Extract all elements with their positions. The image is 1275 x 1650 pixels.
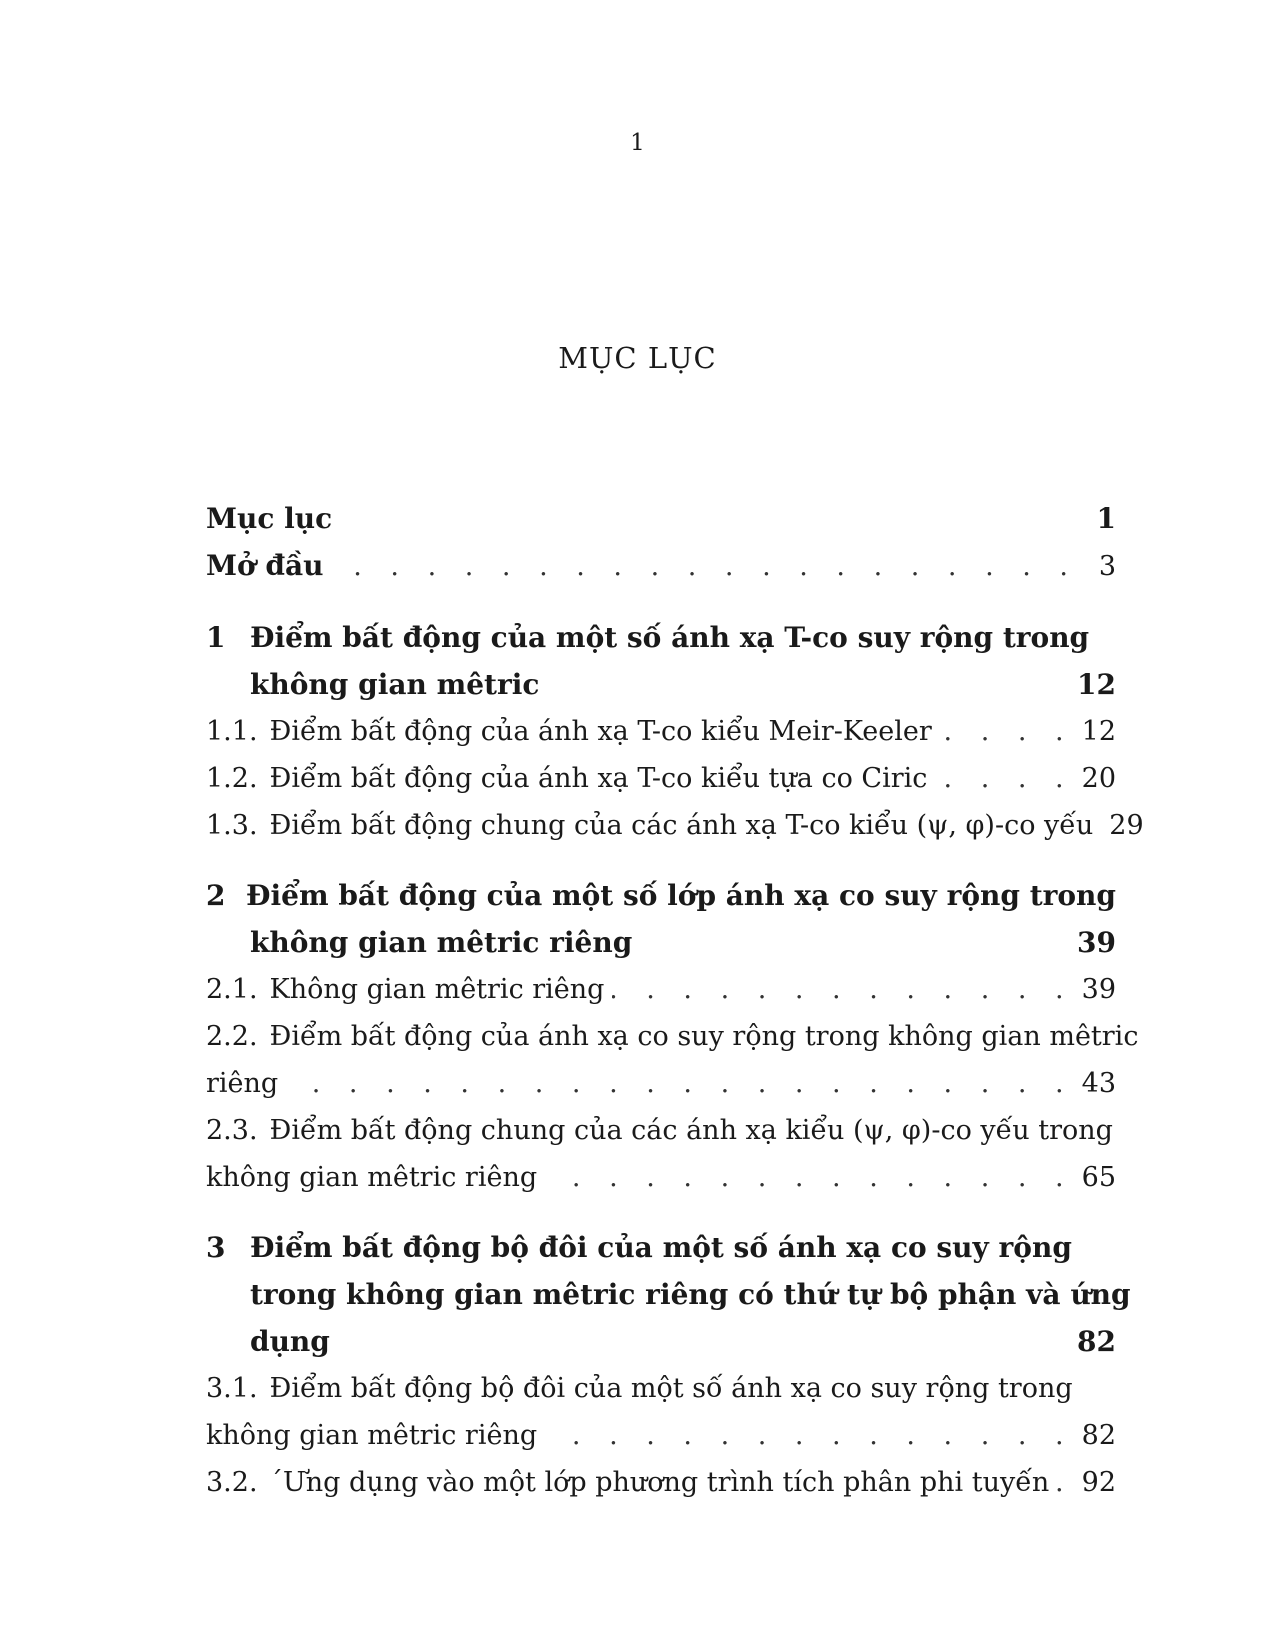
section-number: 3.1. xyxy=(206,1373,258,1404)
dot-leader xyxy=(1057,1459,1073,1506)
toc-entry-page: 39 xyxy=(1081,974,1116,1005)
section-title: ´Ưng dụng vào một lớp phương trình tích phân phi tuyến xyxy=(269,1467,1050,1498)
section-number: 1.3. xyxy=(206,810,258,841)
table-of-contents xyxy=(206,495,1144,1506)
section-number: 3.2. xyxy=(206,1467,258,1498)
toc-entry-page: 12 xyxy=(1081,716,1116,747)
section-title: Điểm bất động của ánh xạ T-co kiểu Meir-Keeler xyxy=(269,716,932,747)
toc-entry-page: 82 xyxy=(1081,1420,1116,1451)
page-title: MỤC LỤC xyxy=(558,341,717,375)
toc-entry-label: Mục lục xyxy=(206,502,333,535)
section-number: 1.1. xyxy=(206,716,258,747)
section-title: Điểm bất động của ánh xạ T-co kiểu tựa co Ciric xyxy=(269,763,928,794)
toc-section-1-1[interactable] xyxy=(206,708,1116,755)
section-title-line: Điểm bất động bộ đôi của một số ánh xạ co suy rộng trong xyxy=(269,1373,1073,1404)
toc-entry-label: Mở đầu xyxy=(206,549,324,582)
section-number: 1.2. xyxy=(206,763,258,794)
dot-leader xyxy=(286,1060,1073,1107)
toc-chapter-3-cont[interactable] xyxy=(206,1271,1131,1318)
page-number: 1 xyxy=(630,130,645,156)
toc-chapter-2[interactable] xyxy=(206,872,1116,919)
toc-entry-page: 29 xyxy=(1109,810,1144,841)
toc-entry-page: 82 xyxy=(1077,1325,1116,1358)
section-title-line: riêng xyxy=(206,1068,279,1099)
dot-leader xyxy=(940,708,1074,755)
toc-entry-page: 39 xyxy=(1077,926,1116,959)
toc-section-2-3[interactable] xyxy=(206,1107,1116,1154)
chapter-number: 2 xyxy=(206,879,226,912)
chapter-title-line: Điểm bất động của một số lớp ánh xạ co suy rộng trong xyxy=(246,879,1116,912)
chapter-number: 3 xyxy=(206,1231,226,1264)
dot-leader xyxy=(612,966,1073,1013)
dot-leader xyxy=(545,1412,1074,1459)
toc-section-1-2[interactable] xyxy=(206,755,1116,802)
toc-section-2-3-cont[interactable] xyxy=(206,1154,1116,1201)
toc-chapter-1[interactable] xyxy=(206,614,1116,661)
section-number: 2.2. xyxy=(206,1021,258,1052)
dot-leader xyxy=(332,543,1079,590)
toc-entry-page: 12 xyxy=(1077,668,1116,701)
chapter-number: 1 xyxy=(206,621,226,654)
toc-entry-mucluc[interactable] xyxy=(206,495,1116,542)
section-title-line: không gian mêtric riêng xyxy=(206,1420,538,1451)
dot-leader xyxy=(545,1154,1074,1201)
toc-chapter-3-cont-2[interactable] xyxy=(206,1318,1116,1365)
toc-section-2-1[interactable] xyxy=(206,966,1116,1013)
toc-entry-page: 92 xyxy=(1081,1467,1116,1498)
toc-entry-modau[interactable] xyxy=(206,542,1116,589)
section-title-line: không gian mêtric riêng xyxy=(206,1162,538,1193)
section-number: 2.1. xyxy=(206,974,258,1005)
chapter-title-line: trong không gian mêtric riêng có thứ tự bộ phận và ứng xyxy=(250,1278,1131,1311)
toc-entry-page: 65 xyxy=(1081,1162,1116,1193)
chapter-title-line: Điểm bất động bộ đôi của một số ánh xạ co suy rộng xyxy=(250,1231,1072,1264)
toc-entry-page: 43 xyxy=(1081,1068,1116,1099)
toc-section-3-2[interactable] xyxy=(206,1459,1116,1506)
toc-chapter-1-cont[interactable] xyxy=(206,661,1116,708)
section-title-line: Điểm bất động của ánh xạ co suy rộng trong không gian mêtric xyxy=(269,1021,1139,1052)
chapter-title-line: không gian mêtric xyxy=(250,668,540,701)
toc-chapter-3[interactable] xyxy=(206,1224,1116,1271)
chapter-title-line: Điểm bất động của một số ánh xạ T-co suy rộng trong xyxy=(250,621,1090,654)
toc-section-2-2[interactable] xyxy=(206,1013,1139,1060)
section-number: 2.3. xyxy=(206,1115,258,1146)
toc-section-2-2-cont[interactable] xyxy=(206,1060,1116,1107)
toc-section-1-3[interactable] xyxy=(206,802,1144,849)
chapter-title-line: không gian mêtric riêng xyxy=(250,926,633,959)
section-title: Điểm bất động chung của các ánh xạ T-co kiểu (ψ, φ)-co yếu xyxy=(269,810,1094,841)
toc-section-3-1[interactable] xyxy=(206,1365,1116,1412)
toc-entry-page: 3 xyxy=(1098,551,1116,582)
toc-entry-page: 1 xyxy=(1096,502,1116,535)
chapter-title-line: dụng xyxy=(250,1325,330,1358)
section-title: Không gian mêtric riêng xyxy=(269,974,605,1005)
dot-leader xyxy=(935,755,1073,802)
toc-chapter-2-cont[interactable] xyxy=(206,919,1116,966)
toc-section-3-1-cont[interactable] xyxy=(206,1412,1116,1459)
section-title-line: Điểm bất động chung của các ánh xạ kiểu (ψ, φ)-co yếu trong xyxy=(269,1115,1113,1146)
toc-entry-page: 20 xyxy=(1081,763,1116,794)
